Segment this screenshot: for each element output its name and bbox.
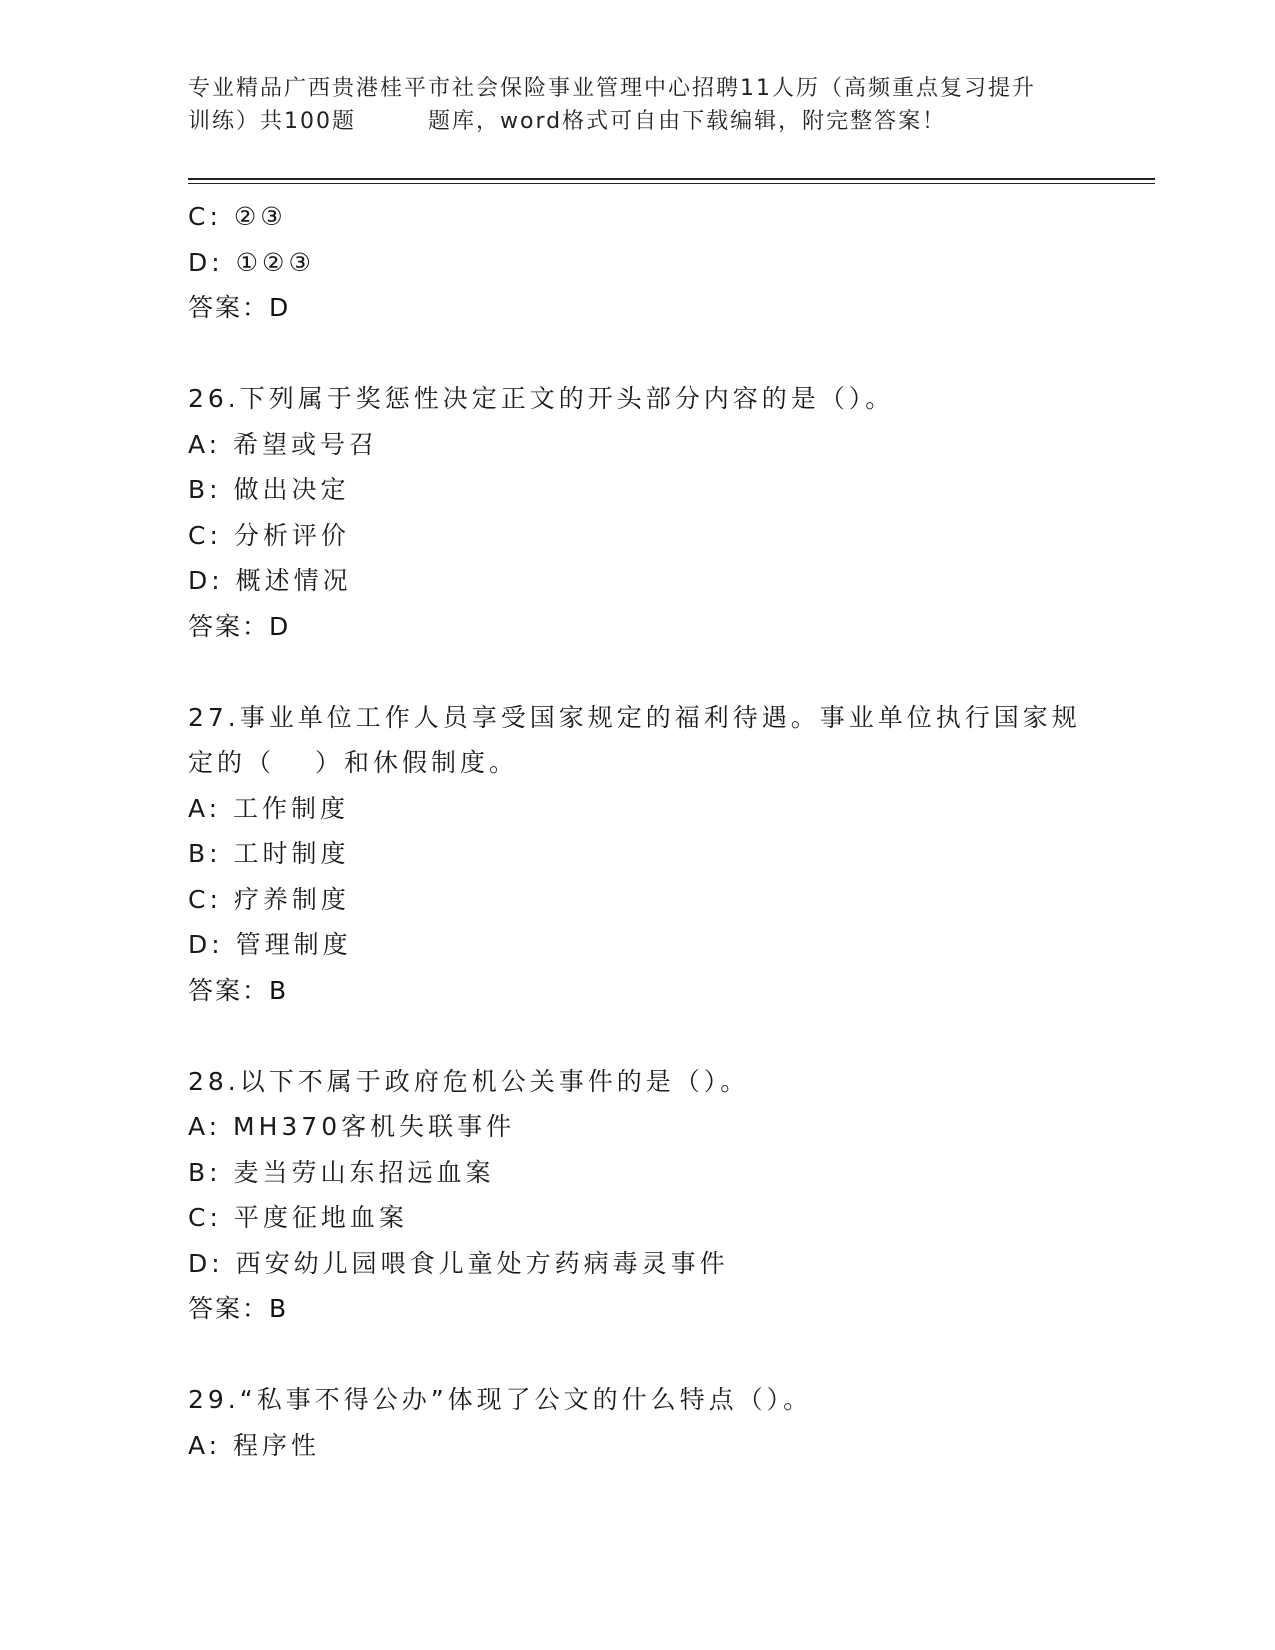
question-stem-line-1: 27.事业单位工作人员享受国家规定的福利待遇。事业单位执行国家规 (188, 702, 1081, 732)
header-title-line-2 (188, 105, 1088, 138)
question-stem: 28.以下不属于政府危机公关事件的是（）。 (188, 1066, 750, 1096)
option-b: B: 做出决定 (188, 475, 350, 504)
header-divider-thin (188, 183, 1155, 184)
option-a: A: 工作制度 (188, 793, 350, 823)
option-b: B: 工时制度 (188, 839, 350, 868)
option-a: A: 希望或号召 (188, 429, 379, 459)
question-list (188, 194, 1088, 1468)
answer-line: 答案：B (188, 1294, 289, 1323)
question-stem-line-2 (188, 740, 1088, 786)
answer-line: 答案：B (188, 975, 289, 1005)
answer-line: 答案：D (188, 611, 291, 641)
option-d: D: 概述情况 (188, 566, 352, 595)
option-d: D: ①②③ (188, 247, 315, 277)
option-a: A: MH370客机失联事件 (188, 1112, 516, 1141)
question-stem: 26.下列属于奖惩性决定正文的开头部分内容的是（）。 (188, 384, 895, 413)
option-d: D: 西安幼儿园喂食儿童处方药病毒灵事件 (188, 1248, 729, 1278)
question-prev (188, 194, 1088, 331)
header-divider-thick (188, 178, 1155, 180)
option-b: B: 麦当劳山东招远血案 (188, 1157, 495, 1187)
option-d: D: 管理制度 (188, 930, 352, 959)
answer-line: 答案：D (188, 293, 291, 322)
option-a: A: 程序性 (188, 1430, 321, 1460)
option-c: C: 平度征地血案 (188, 1203, 408, 1232)
header-title-line-1: 专业精品广西贵港桂平市社会保险事业管理中心招聘11人历（高频重点复习提升 (188, 76, 1036, 101)
question-stem-line-2-b: ）和休假制度。 (315, 748, 519, 777)
header-title-line-2-left: 训练）共100题 (188, 109, 356, 134)
option-c: C: 疗养制度 (188, 884, 350, 914)
question-stem-line-2-a: 定的（ (188, 748, 276, 777)
question-27 (188, 695, 1088, 1014)
option-c: C: ②③ (188, 202, 287, 231)
question-29 (188, 1377, 1088, 1468)
header-title-line-2-right: 题库，word格式可自由下载编辑，附完整答案！ (428, 109, 947, 134)
page-header (188, 72, 1088, 138)
question-28 (188, 1059, 1088, 1332)
question-stem: 29.“私事不得公办”体现了公文的什么特点（）。 (188, 1385, 813, 1414)
question-26 (188, 376, 1088, 649)
option-c: C: 分析评价 (188, 520, 350, 550)
